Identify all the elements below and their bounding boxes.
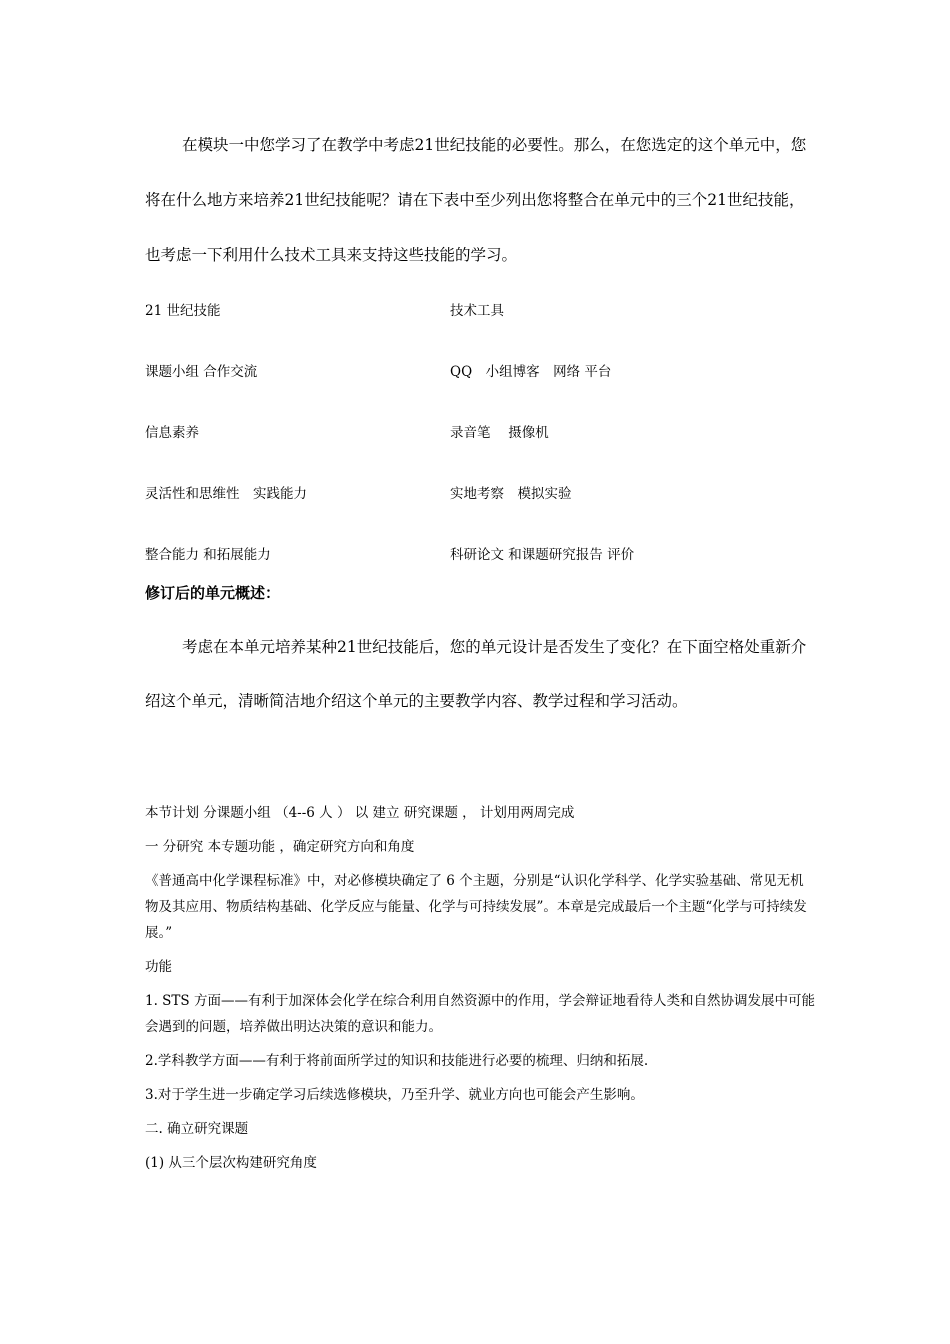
plan-paragraph: 功能	[145, 959, 172, 975]
plan-paragraph: (1) 从三个层次构建研究角度	[145, 1155, 317, 1171]
plan-paragraph: 二. 确立研究课题	[145, 1121, 249, 1137]
table-row	[145, 400, 805, 461]
tool-cell: 实地考察 模拟实验	[450, 485, 572, 502]
tool-cell: 科研论文 和课题研究报告 评价	[450, 546, 635, 563]
table-row	[145, 461, 805, 522]
revised-intro-paragraph: 考虑在本单元培养某种21世纪技能后，您的单元设计是否发生了变化？在下面空格处重新介绍这个单元，清晰简洁地介绍这个单元的主要教学内容、教学过程和学习活动。	[145, 638, 807, 710]
skill-cell: 整合能力 和拓展能力	[145, 546, 271, 563]
table-row	[145, 522, 805, 583]
tool-cell: QQ 小组博客 网络 平台	[450, 363, 612, 380]
skills-tools-table	[145, 278, 805, 583]
intro-paragraph: 在模块一中您学习了在教学中考虑21世纪技能的必要性。那么，在您选定的这个单元中，您将在什么地方来培养21世纪技能呢？请在下表中至少列出您将整合在单元中的三个21世纪技能，也考虑一下利用什么技术工具来支持这些技能的学习。	[145, 136, 807, 264]
plan-paragraph: 2.学科教学方面——有利于将前面所学过的知识和技能进行必要的梳理、归纳和拓展.	[145, 1053, 649, 1069]
plan-paragraph: 一 分研究 本专题功能 ，确定研究方向和角度	[145, 839, 415, 855]
header-skill: 21 世纪技能	[145, 302, 221, 319]
plan-paragraph: 3.对于学生进一步确定学习后续选修模块，乃至升学、就业方向也可能会产生影响。	[145, 1087, 644, 1103]
skill-cell: 课题小组 合作交流	[145, 363, 258, 380]
skill-cell: 灵活性和思维性 实践能力	[145, 485, 307, 502]
table-header-row	[145, 278, 805, 339]
skill-cell: 信息素养	[145, 424, 199, 441]
unit-plan-body	[145, 800, 815, 1176]
tool-cell: 录音笔 摄像机	[450, 424, 549, 441]
revised-overview-heading: 修订后的单元概述：	[145, 585, 281, 602]
header-tool: 技术工具	[450, 302, 504, 319]
plan-paragraph: 1. STS 方面——有利于加深体会化学在综合利用自然资源中的作用，学会辩证地看待人类和自然协调发展中可能会遇到的问题，培养做出明达决策的意识和能力。	[145, 993, 815, 1035]
table-row	[145, 339, 805, 400]
plan-paragraph: 《普通高中化学课程标准》中，对必修模块确定了 6 个主题，分别是“认识化学科学、化学实验基础、常见无机物及其应用、物质结构基础、化学反应与能量、化学与可持续发展”。本章是完成最后一个主题“化学与可持续发展。”	[145, 873, 807, 941]
plan-paragraph: 本节计划 分课题小组 （4--6 人 ） 以 建立 研究课题 ， 计划用两周完成	[145, 805, 575, 821]
